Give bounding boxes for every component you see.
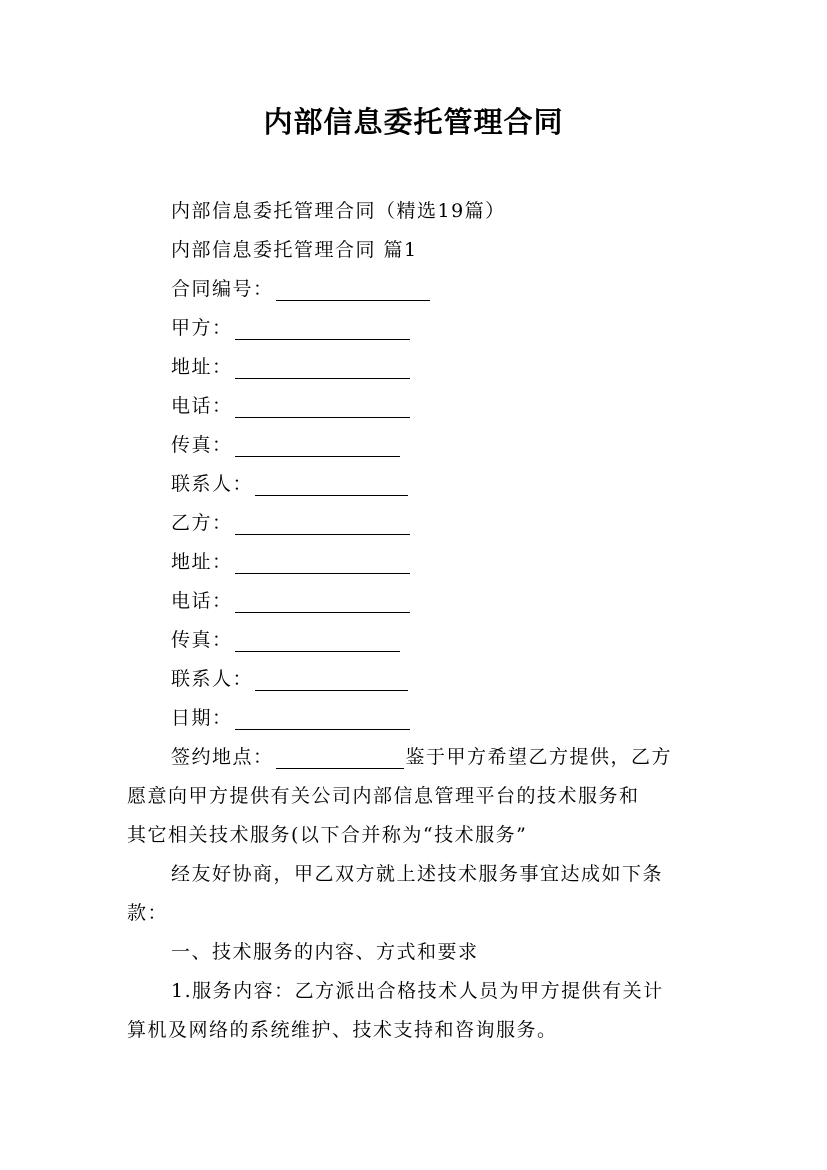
- signing-place-blank: [276, 746, 404, 769]
- section-heading: 内部信息委托管理合同 篇1: [171, 239, 418, 261]
- party-a-contact-blank: [255, 473, 408, 496]
- party-b-phone-blank: [235, 590, 410, 613]
- party-a-address-blank: [235, 356, 410, 379]
- party-a-blank: [235, 317, 410, 340]
- party-a-phone-label: 电话：: [171, 395, 233, 417]
- date-row: [127, 699, 702, 738]
- party-b-fax-label: 传真：: [171, 629, 233, 651]
- contract-number-row: [127, 270, 702, 309]
- party-b-row: [127, 504, 702, 543]
- party-a-fax-blank: [235, 434, 400, 457]
- party-b-blank: [235, 512, 410, 535]
- contract-number-blank: [276, 278, 430, 301]
- party-a-label: 甲方：: [171, 317, 233, 339]
- clause-heading: 一、技术服务的内容、方式和要求: [171, 941, 479, 963]
- party-b-address-row: [127, 543, 702, 582]
- party-b-phone-row: [127, 582, 702, 621]
- document-title: 内部信息委托管理合同: [263, 105, 564, 139]
- date-blank: [235, 707, 410, 730]
- party-a-fax-label: 传真：: [171, 434, 233, 456]
- party-b-contact-blank: [255, 668, 408, 691]
- clause1-line2: 算机及网络的系统维护、技术支持和咨询服务。: [127, 1019, 558, 1041]
- date-label: 日期：: [171, 707, 233, 729]
- party-b-contact-label: 联系人：: [171, 668, 254, 690]
- document-body: [127, 192, 702, 1050]
- paragraph1-line3: 其它相关技术服务(以下合并称为“技术服务”: [127, 824, 528, 846]
- party-b-label: 乙方：: [171, 512, 233, 534]
- party-b-fax-blank: [235, 629, 400, 652]
- contract-number-label: 合同编号：: [171, 278, 274, 300]
- paragraph1-line1-tail: 鉴于甲方希望乙方提供，乙方: [405, 746, 673, 768]
- clause1-line1: 1.服务内容：乙方派出合格技术人员为甲方提供有关计: [171, 980, 664, 1002]
- party-b-address-label: 地址：: [171, 551, 233, 573]
- party-a-address-row: [127, 348, 702, 387]
- party-a-row: [127, 309, 702, 348]
- signing-place-row: [127, 738, 702, 777]
- party-b-address-blank: [235, 551, 410, 574]
- party-b-phone-label: 电话：: [171, 590, 233, 612]
- party-a-contact-row: [127, 465, 702, 504]
- party-a-fax-row: [127, 426, 702, 465]
- paragraph2-line1: 经友好协商，甲乙双方就上述技术服务事宜达成如下条: [171, 863, 664, 885]
- signing-place-label: 签约地点：: [171, 746, 274, 768]
- paragraph2-line2: 款：: [127, 902, 169, 924]
- party-a-contact-label: 联系人：: [171, 473, 254, 495]
- party-a-phone-row: [127, 387, 702, 426]
- party-a-phone-blank: [235, 395, 410, 418]
- paragraph1-line2: 愿意向甲方提供有关公司内部信息管理平台的技术服务和: [127, 785, 640, 807]
- party-a-address-label: 地址：: [171, 356, 233, 378]
- party-b-contact-row: [127, 660, 702, 699]
- intro-line: 内部信息委托管理合同（精选19篇）: [171, 200, 506, 222]
- party-b-fax-row: [127, 621, 702, 660]
